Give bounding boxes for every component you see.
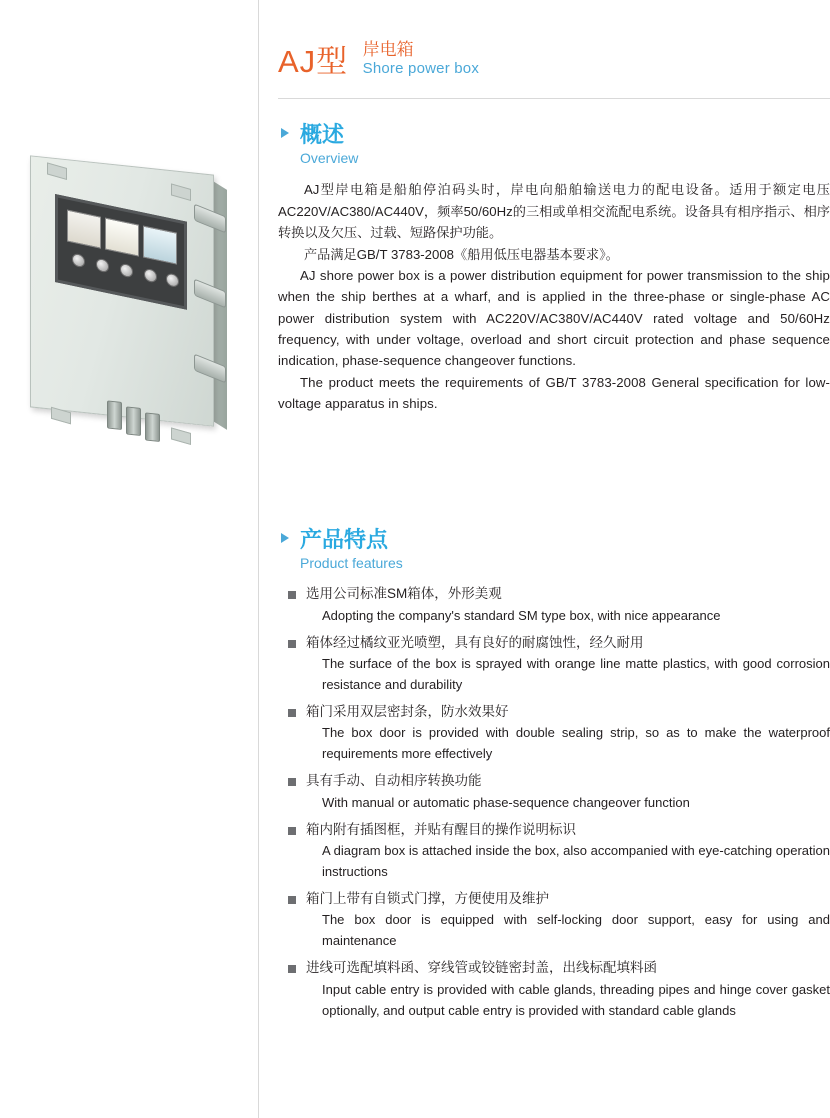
mounting-bracket-icon — [51, 407, 71, 425]
control-knob-icon — [144, 268, 157, 284]
square-bullet-icon — [288, 827, 296, 835]
feature-text-en: Input cable entry is provided with cable glands, threading pipes and hinge cover gasket optionally, and output cable entry is provided with standard cable glands — [322, 981, 830, 1018]
mounting-bracket-icon — [171, 183, 191, 201]
features-heading-en: Product features — [300, 555, 403, 572]
square-bullet-icon — [288, 965, 296, 973]
product-name-group — [363, 40, 479, 77]
list-item — [278, 889, 830, 951]
features-heading — [278, 527, 830, 574]
feature-text-cn: 箱体经过橘纹亚光喷塑，具有良好的耐腐蚀性，经久耐用 — [306, 634, 644, 650]
feature-text-en: The surface of the box is sprayed with orange line matte plastics, with good corrosion resistance and durability — [322, 655, 830, 692]
title-divider — [278, 98, 830, 99]
overview-heading — [278, 122, 830, 169]
feature-text-cn: 箱门上带有自锁式门撑，方便使用及维护 — [306, 891, 549, 907]
list-item — [278, 584, 830, 625]
mounting-bracket-icon — [47, 162, 67, 180]
feature-list — [278, 584, 830, 1020]
feature-text-cn: 选用公司标准SM箱体，外形美观 — [306, 586, 502, 602]
mounting-bracket-icon — [171, 427, 191, 445]
cable-gland-icon — [126, 406, 141, 436]
enclosure-window — [55, 194, 187, 310]
feature-text-cn: 箱门采用双层密封条，防水效果好 — [306, 704, 509, 720]
meter-gauge-icon — [105, 218, 139, 257]
product-name-en: Shore power box — [362, 59, 480, 77]
enclosure-front-panel — [30, 155, 214, 426]
features-heading-cn: 产品特点 — [300, 527, 389, 552]
control-knob-icon — [166, 272, 179, 288]
square-bullet-icon — [288, 896, 296, 904]
feature-text-en: With manual or automatic phase-sequence changeover function — [322, 794, 690, 810]
list-item — [278, 702, 830, 764]
overview-paragraph-en: The product meets the requirements of GB/T 3783-2008 General specification for low-voltage apparatus in ships. — [278, 374, 830, 412]
overview-paragraph-cn: 产品满足GB/T 3783-2008《船用低压电器基本要求》。 — [304, 246, 619, 262]
left-column — [0, 0, 258, 1118]
feature-text-cn: 具有手动、自动相序转换功能 — [306, 773, 482, 789]
feature-text-en: A diagram box is attached inside the box, also accompanied with eye-catching operation instructions — [322, 842, 830, 879]
square-bullet-icon — [288, 709, 296, 717]
list-item — [278, 633, 830, 695]
overview-heading-cn: 概述 — [300, 122, 345, 147]
feature-text-en: Adopting the company's standard SM type box, with nice appearance — [322, 607, 721, 623]
product-name-cn: 岸电箱 — [362, 40, 414, 59]
feature-text-cn: 箱内附有插图框，并贴有醒目的操作说明标识 — [306, 821, 576, 837]
list-item — [278, 771, 830, 812]
cable-gland-icon — [107, 400, 122, 430]
right-column — [258, 0, 830, 1118]
list-item — [278, 958, 830, 1020]
list-item — [278, 820, 830, 882]
control-knob-icon — [96, 258, 109, 274]
page-title — [278, 40, 818, 77]
arrow-right-icon — [281, 533, 289, 543]
overview-section — [278, 122, 830, 415]
feature-text-en: The box door is provided with double sealing strip, so as to make the waterproof requirements more effectively — [322, 725, 830, 762]
feature-text-cn: 进线可选配填料函、穿线管或铰链密封盖，出线标配填料函 — [306, 960, 657, 976]
square-bullet-icon — [288, 591, 296, 599]
square-bullet-icon — [288, 778, 296, 786]
features-section — [278, 527, 830, 1028]
product-photo — [22, 155, 232, 430]
overview-body — [278, 179, 830, 414]
overview-heading-en: Overview — [300, 150, 359, 167]
control-knob-icon — [120, 263, 133, 279]
feature-text-en: The box door is equipped with self-locking door support, easy for using and maintenance — [322, 912, 830, 949]
meter-gauge-icon — [67, 210, 101, 249]
square-bullet-icon — [288, 640, 296, 648]
meter-gauge-icon — [143, 226, 177, 265]
cable-gland-icon — [145, 412, 160, 442]
product-model: AJ型 — [278, 43, 349, 79]
arrow-right-icon — [281, 128, 289, 138]
overview-paragraph-cn: AJ型岸电箱是船舶停泊码头时，岸电向船舶输送电力的配电设备。适用于额定电压AC220V/AC380/AC440V，频率50/60Hz的三相或单相交流配电系统。设备具有相序指示、相序转换以及欠压、过载、短路保护功能。 — [278, 182, 830, 241]
overview-paragraph-en: AJ shore power box is a power distribution equipment for power transmission to the ship when the ship berthes at a wharf, and is applied in the three-phase or single-phase AC power distribution system with AC220V/AC380V/AC440V rated voltage and 50/60Hz frequency, with under voltage, overload and short circuit protection and phase sequence indication, phase-sequence changeover functions. — [278, 267, 830, 369]
control-knob-icon — [72, 253, 85, 269]
